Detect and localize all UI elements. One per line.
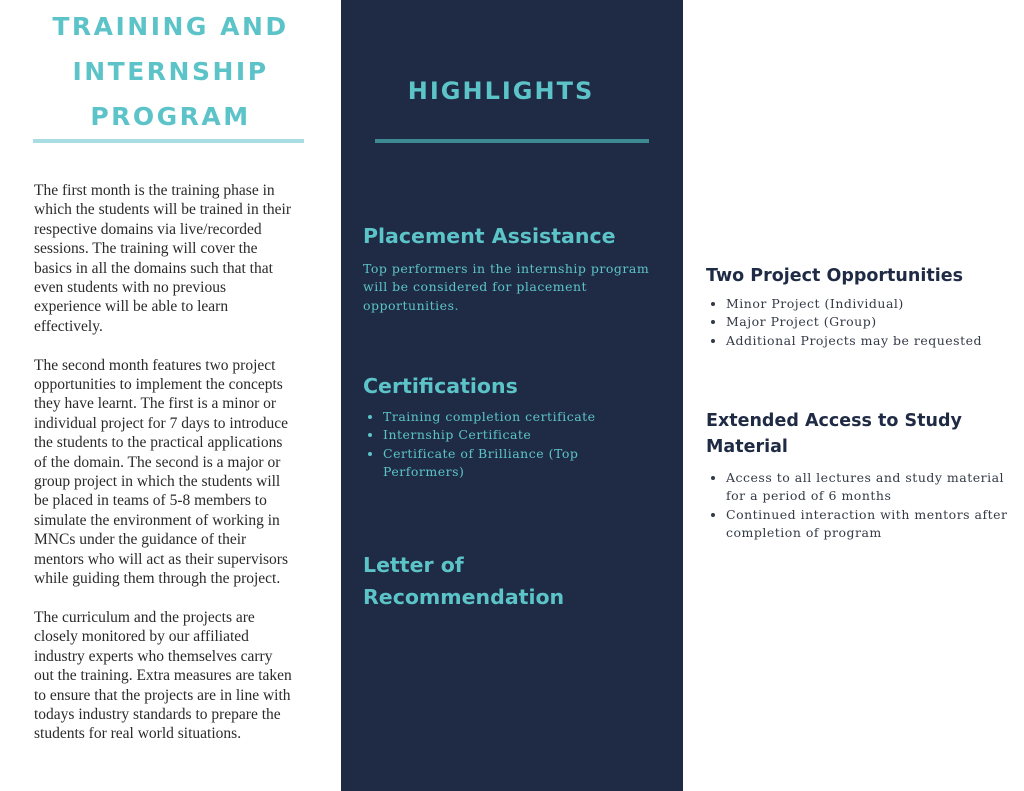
title-divider	[33, 139, 304, 143]
study-material-heading-line-2: Material	[706, 437, 788, 457]
program-title-line-3: PROGRAM	[90, 102, 251, 131]
study-material-list	[706, 469, 1016, 543]
list-item: • Internship Certificate	[383, 426, 643, 444]
list-item: • Minor Project (Individual)	[726, 295, 1016, 313]
program-title-line-1: TRAINING AND	[52, 12, 289, 41]
study-material-heading	[706, 408, 986, 460]
projects-heading: Two Project Opportunities	[706, 266, 963, 286]
list-item: • Additional Projects may be requested	[726, 332, 1016, 350]
certifications-list	[363, 408, 643, 482]
placement-heading: Placement Assistance	[363, 224, 616, 248]
recommendation-heading-line-1: Letter of	[363, 553, 464, 577]
right-column	[683, 0, 1024, 791]
list-item: • Certificate of Brilliance (Top Performers)	[383, 445, 643, 482]
paragraph-project-phase: The second month features two project opportunities to implement the concepts they have learnt. The first is a minor or individual project for 7 days to introduce the students to the practical applications of the domain. The second is a major or group project in which the students will be placed in teams of 5-8 members to simulate the environment of working in MNCs under the guidance of their mentors who will act as their supervisors while guiding them through the project.	[34, 356, 288, 588]
list-item: • Training completion certificate	[383, 408, 643, 426]
program-description	[34, 181, 296, 763]
certifications-heading: Certifications	[363, 374, 518, 398]
list-item: • Major Project (Group)	[726, 313, 1016, 331]
highlights-title: HIGHLIGHTS	[407, 77, 595, 105]
placement-text: Top performers in the internship program will be considered for placement opportunities.	[363, 261, 650, 313]
recommendation-heading	[363, 549, 564, 613]
list-item: • Access to all lectures and study material for a period of 6 months	[726, 469, 1016, 506]
paragraph-training-phase: The first month is the training phase in which the students will be trained in their respective domains via live/recorded sessions. The training will cover the basics in all the domains such that that even students with no previous experience will be able to learn effectively.	[34, 182, 291, 335]
list-item: • Continued interaction with mentors after completion of program	[726, 506, 1016, 543]
program-title	[0, 4, 341, 139]
recommendation-heading-line-2: Recommendation	[363, 585, 565, 609]
highlights-divider	[375, 139, 649, 143]
projects-list	[706, 295, 1016, 350]
paragraph-monitoring: The curriculum and the projects are closely monitored by our affiliated industry experts who themselves carry out the training. Extra measures are taken to ensure that the projects are in line with todays industry standards to prepare the students for real world situations.	[34, 608, 292, 743]
study-material-heading-line-1: Extended Access to Study	[706, 411, 962, 431]
program-title-line-2: INTERNSHIP	[72, 57, 269, 86]
